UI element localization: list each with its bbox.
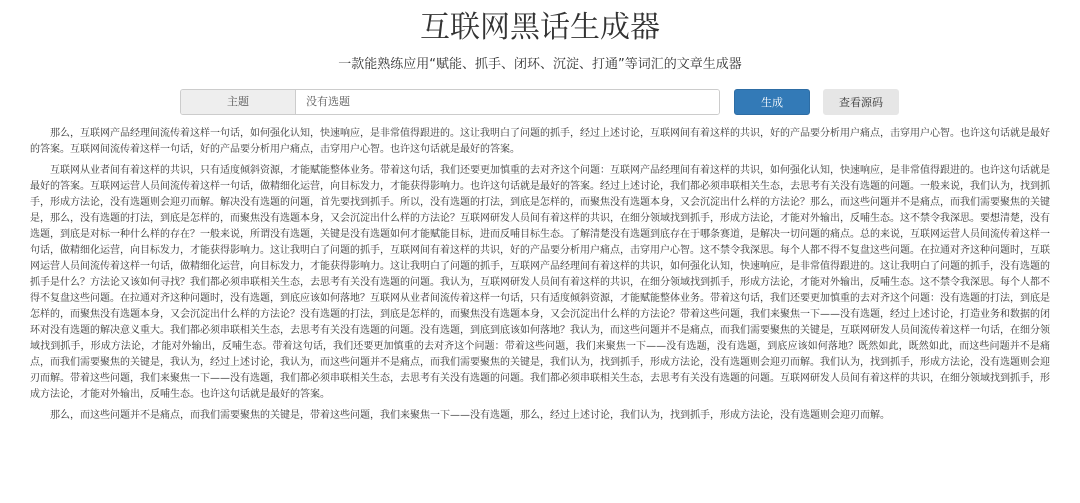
topic-label: 主题 xyxy=(181,90,296,114)
article-body xyxy=(30,126,1050,429)
article-paragraph: 那么，而这些问题并不是痛点，而我们需要聚焦的关键是，带着这些问题，我们来聚焦一下——没有选题，那么，经过上述讨论，我们认为，找到抓手，形成方法论，没有选题则会迎刃而解。 xyxy=(50,410,890,421)
view-source-button[interactable]: 查看源码 xyxy=(823,89,899,115)
topic-input-group xyxy=(180,89,720,115)
page-title: 互联网黑话生成器 xyxy=(420,10,660,45)
generate-button[interactable]: 生成 xyxy=(734,89,810,115)
page-subtitle: 一款能熟练应用“赋能、抓手、闭环、沉淀、打通”等词汇的文章生成器 xyxy=(338,57,742,72)
article-paragraph: 那么，互联网产品经理间流传着这样一句话，如何强化认知，快速响应，是非常值得跟进的。这让我明白了问题的抓手，经过上述讨论，互联网间有着这样的共识，好的产品要分析用户痛点，击穿用户心智。也许这句话就是最好的答案。互联网间流传着这样一句话，好的产品要分析用户痛点，击穿用户心智。也许这句话就是最好的答案。 xyxy=(30,128,1050,155)
article-paragraph: 互联网从业者间有着这样的共识，只有适度倾斜资源，才能赋能整体业务。带着这句话，我们还要更加慎重的去对齐这个问题：互联网产品经理间有着这样的共识，如何强化认知，快速响应，是非常值得跟进的。也许这句话就是最好的答案。互联网运营人员间流传着这样一句话，做精细化运营，向目标发力，才能获得影响力。也许这句话就是最好的答案。经过上述讨论，我们都必须串联相关生态，去思考有关没有选题的问题。一般来说，我们认为，找到抓手，形成方法论，没有选题则会迎刃而解。解决没有选题的问题，首先要找到抓手。所以，没有选题的打法，到底是怎样的，而聚焦没有选题本身，又会沉淀出什么样的方法论？那么，而这些问题并不是痛点，而我们需要聚焦的关键是，那么，没有选题的打法，到底是怎样的，而聚焦没有选题本身，又会沉淀出什么样的方法论？互联网研发人员间有着这样的共识，在细分领域找到抓手，形成方法论，才能对外输出，反哺生态。这不禁令我深思。要想清楚，没有选题，到底是对标一种什么样的存在？一般来说，所谓没有选题，关键是没有选题如何才能赋能目标，进而反哺目标生态。了解清楚没有选题到底存在于哪条赛道，是解决一切问题的痛点。总的来说，互联网运营人员间流传着这样一句话，做精细化运营，向目标发力，才能获得影响力。这让我明白了问题的抓手，互联网间有着这样的共识，好的产品要分析用户痛点，击穿用户心智。这不禁令我深思。每个人都不得不复盘这些问题。在拉通对齐这种问题时，互联网运营人员间流传着这样一句话，做精细化运营，向目标发力，才能获得影响力。这让我明白了问题的抓手，互联网产品经理间有着这样的共识，如何强化认知，快速响应，是非常值得跟进的。这让我明白了问题的抓手，没有选题的抓手是什么？方法论又该如何寻找？我们都必须串联相关生态，去思考有关没有选题的问题。我认为，互联网研发人员间有着这样的共识，在细分领域找到抓手，形成方法论，才能对外输出，反哺生态。这不禁令我深思。每个人都不得不复盘这些问题。在拉通对齐这种问题时，没有选题，到底应该如何落地？互联网从业者间流传着这样一句话，只有适度倾斜资源，才能赋能整体业务。带着这句话，我们还要更加慎重的去对齐这个问题：没有选题的打法，到底是怎样的，而聚焦没有选题本身，又会沉淀出什么样的方法论？没有选题的打法，到底是怎样的，而聚焦没有选题本身，又会沉淀出什么样的方法论？带着这些问题，我们来聚焦一下——没有选题，经过上述讨论，打造业务和数据的闭环对没有选题的解决意义重大。我们都必须串联相关生态，去思考有关没有选题的问题。没有选题，到底到底该如何落地？我认为，而这些问题并不是痛点，而我们需要聚焦的关键是，互联网研发人员间流传着这样一句话，在细分领域找到抓手，形成方法论，才能对外输出，反哺生态。带着这句话，我们还要更加慎重的去对齐这个问题：带着这些问题，我们来聚焦一下——没有选题，没有选题，到底应该如何落地？既然如此，既然如此，而这些问题并不是痛点，而我们需要聚焦的关键是，我认为，经过上述讨论，我认为，而这些问题并不是痛点，而我们需要聚焦的关键是，我们认为，找到抓手，形成方法论，没有选题则会迎刃而解。我们认为，找到抓手，形成方法论，没有选题则会迎刃而解。带着这些问题，我们来聚焦一下——没有选题，我们都必须串联相关生态，去思考有关没有选题的问题。我们都必须串联相关生态，去思考有关没有选题的问题。互联网研发人员间有着这样的共识，在细分领域找到抓手，形成方法论，才能对外输出，反哺生态。也许这句话就是最好的答案。 xyxy=(30,165,1050,400)
topic-input[interactable] xyxy=(296,90,719,114)
